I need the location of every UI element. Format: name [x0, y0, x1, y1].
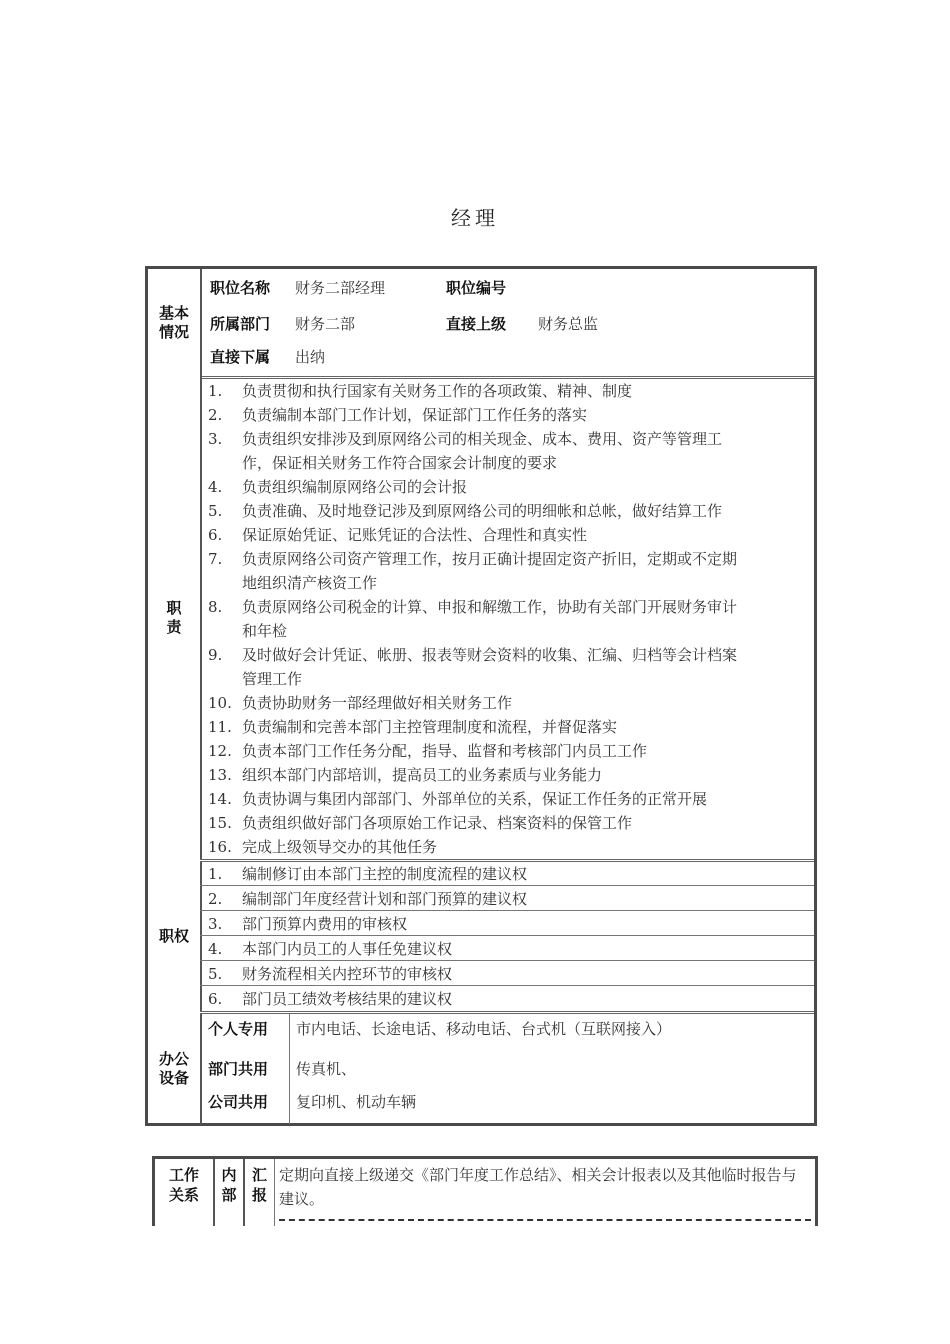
dept-key: 所属部门	[210, 315, 271, 333]
work-relations-table	[152, 1156, 818, 1226]
duty-item	[208, 475, 806, 499]
equipment-label: 办公 设备	[148, 1014, 202, 1124]
duty-number: 15.	[208, 814, 232, 832]
dashed-divider	[279, 1219, 811, 1221]
duty-number: 10.	[208, 694, 232, 712]
work-relations-label: 工作 关系	[155, 1159, 215, 1226]
duty-number: 13.	[208, 766, 232, 784]
authority-text: 编制部门年度经营计划和部门预算的建议权	[242, 890, 528, 908]
duty-item	[208, 763, 806, 787]
authority-text: 部门员工绩效考核结果的建议权	[242, 990, 453, 1008]
duty-item	[208, 739, 806, 763]
duty-item	[208, 451, 806, 475]
duty-text: 负责原网络公司税金的计算、申报和解缴工作，协助有关部门开展财务审计	[242, 598, 738, 616]
authority-text: 编制修订由本部门主控的制度流程的建议权	[242, 865, 528, 883]
duty-text: 负责准确、及时地登记涉及到原网络公司的明细帐和总帐，做好结算工作	[242, 502, 723, 520]
duty-text: 管理工作	[242, 670, 303, 688]
authority-item	[200, 887, 814, 911]
duty-item	[208, 643, 806, 667]
duty-number: 6.	[208, 526, 223, 544]
duty-text: 负责组织做好部门各项原始工作记录、档案资料的保管工作	[242, 814, 633, 832]
duty-number: 7.	[208, 550, 223, 568]
duty-item	[208, 595, 806, 619]
duty-item	[208, 667, 806, 691]
personal-use-key: 个人专用	[208, 1020, 269, 1038]
duty-number: 1.	[208, 382, 223, 400]
duties-list	[208, 379, 806, 859]
duty-text: 负责组织编制原网络公司的会计报	[242, 478, 468, 496]
dept-shared-key: 部门共用	[208, 1060, 269, 1078]
authority-number: 2.	[208, 890, 223, 908]
authority-number: 3.	[208, 915, 223, 933]
subordinate-value: 出纳	[295, 348, 326, 366]
duty-text: 负责编制和完善本部门主控管理制度和流程，并督促落实	[242, 718, 618, 736]
authority-item	[200, 962, 814, 986]
duty-text: 及时做好会计凭证、帐册、报表等财会资料的收集、汇编、归档等会计档案	[242, 646, 738, 664]
authority-item	[200, 912, 814, 936]
duty-text: 负责编制本部门工作计划，保证部门工作任务的落实	[242, 406, 588, 424]
duty-text: 负责本部门工作任务分配，指导、监督和考核部门内员工工作	[242, 742, 648, 760]
duty-text: 保证原始凭证、记账凭证的合法性、合理性和真实性	[242, 526, 588, 544]
basic-info-label: 基本 情况	[148, 269, 202, 376]
equipment-section	[148, 1014, 814, 1124]
company-shared-value: 复印机、机动车辆	[296, 1093, 417, 1111]
divider	[289, 1014, 290, 1124]
duty-item	[208, 523, 806, 547]
authority-item	[200, 937, 814, 961]
authority-label: 职权	[148, 862, 202, 1011]
authority-section	[148, 862, 814, 1011]
dept-shared-value: 传真机、	[296, 1060, 357, 1078]
duty-number: 9.	[208, 646, 223, 664]
duties-label: 职 责	[148, 376, 202, 860]
authority-item	[200, 862, 814, 886]
subordinate-key: 直接下属	[210, 348, 271, 366]
authority-text: 财务流程相关内控环节的审核权	[242, 965, 453, 983]
position-no-key: 职位编号	[446, 279, 507, 297]
duty-item	[208, 379, 806, 403]
duty-text: 负责贯彻和执行国家有关财务工作的各项政策、精神、制度	[242, 382, 633, 400]
duty-number: 16.	[208, 838, 232, 856]
dept-value: 财务二部	[295, 315, 356, 333]
page-title: 经理	[451, 206, 499, 230]
authority-number: 1.	[208, 865, 223, 883]
superior-key: 直接上级	[446, 315, 507, 333]
duty-text: 负责组织安排涉及到原网络公司的相关现金、成本、费用、资产等管理工	[242, 430, 723, 448]
authority-number: 6.	[208, 990, 223, 1008]
duty-number: 12.	[208, 742, 232, 760]
duty-item	[208, 787, 806, 811]
duty-item	[208, 691, 806, 715]
duty-text: 负责协助财务一部经理做好相关财务工作	[242, 694, 513, 712]
duty-text: 完成上级领导交办的其他任务	[242, 838, 438, 856]
report-description: 定期向直接上级递交《部门年度工作总结》、相关会计报表以及其他临时报告与建议。	[279, 1166, 797, 1208]
duty-item	[208, 835, 806, 859]
duty-item	[208, 811, 806, 835]
duty-text: 组织本部门内部培训，提高员工的业务素质与业务能力	[242, 766, 603, 784]
superior-value: 财务总监	[538, 315, 599, 333]
duty-number: 11.	[208, 718, 232, 736]
duties-section	[148, 376, 814, 860]
duty-item	[208, 547, 806, 571]
duty-number: 4.	[208, 478, 223, 496]
position-name-key: 职位名称	[210, 279, 271, 297]
job-description-table	[145, 266, 817, 1126]
duty-number: 14.	[208, 790, 232, 808]
duty-item	[208, 715, 806, 739]
personal-use-value: 市内电话、长途电话、移动电话、台式机（互联网接入）	[296, 1020, 672, 1038]
basic-info-section	[148, 269, 814, 376]
duty-text: 地组织清产核资工作	[242, 574, 378, 592]
duty-item	[208, 427, 806, 451]
duty-number: 3.	[208, 430, 223, 448]
duty-number: 8.	[208, 598, 223, 616]
report-label: 汇 报	[245, 1159, 275, 1226]
duty-text: 作，保证相关财务工作符合国家会计制度的要求	[242, 454, 558, 472]
duty-item	[208, 571, 806, 595]
authority-item	[200, 987, 814, 1011]
duty-item	[208, 403, 806, 427]
company-shared-key: 公司共用	[208, 1093, 269, 1111]
authority-text: 部门预算内费用的审核权	[242, 915, 408, 933]
position-name-value: 财务二部经理	[295, 279, 386, 297]
duty-text: 负责原网络公司资产管理工作，按月正确计提固定资产折旧，定期或不定期	[242, 550, 738, 568]
authority-number: 4.	[208, 940, 223, 958]
authority-number: 5.	[208, 965, 223, 983]
duty-text: 负责协调与集团内部部门、外部单位的关系，保证工作任务的正常开展	[242, 790, 708, 808]
duty-number: 2.	[208, 406, 223, 424]
duty-item	[208, 619, 806, 643]
duty-item	[208, 499, 806, 523]
duty-text: 和年检	[242, 622, 288, 640]
internal-label: 内 部	[215, 1159, 245, 1226]
authority-text: 本部门内员工的人事任免建议权	[242, 940, 453, 958]
duty-number: 5.	[208, 502, 223, 520]
